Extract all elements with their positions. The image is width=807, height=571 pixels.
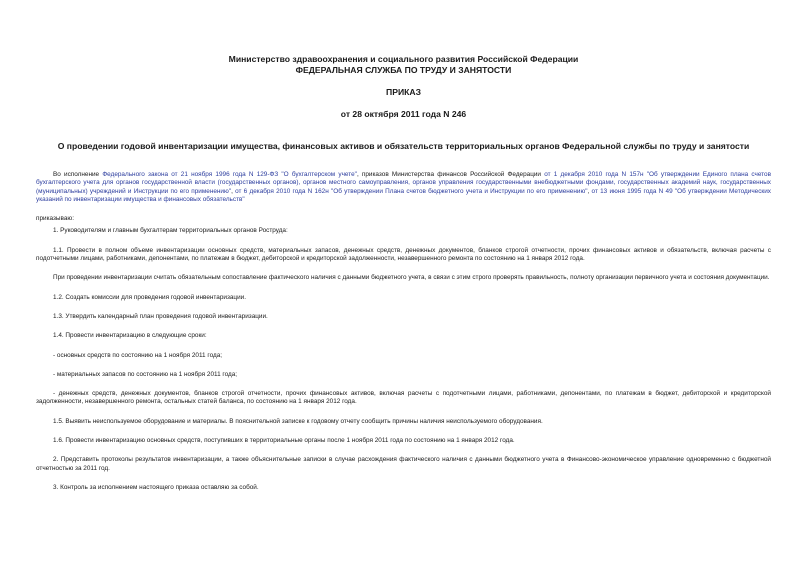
paragraph-1-4: 1.4. Провести инвентаризацию в следующие сроки: — [53, 332, 207, 340]
paragraph-3: 3. Контроль за исполнением настоящего приказа оставляю за собой. — [53, 483, 259, 491]
intro-text-3: , — [231, 187, 236, 195]
intro-text-4: , — [587, 187, 592, 195]
paragraph-1-1-note: При проведении инвентаризации считать обязательным сопоставление фактического наличия с данными бюджетного учета, в связи с этим строго проверять правильность, полноту организации первичного учета и состояния документации. — [53, 274, 770, 282]
order-date: от 28 октября 2011 года N 246 — [340, 109, 467, 119]
document-page — [36, 54, 771, 492]
paragraph-2: 2. Представить протоколы результатов инвентаризации, а также объяснительные записки в случае расхождения фактического наличия с данными бюджетного учета в Финансово-экономическое управление одновременно с бюджетной отчетностью за 2011 год. — [36, 456, 771, 472]
paragraph-1-5: 1.5. Выявить неиспользуемое оборудование и материалы. В пояснительной записке к годовому отчету сообщить причины наличия неиспользуемого оборудования. — [53, 417, 543, 425]
paragraph-1-3: 1.3. Утвердить календарный план проведения годовой инвентаризации. — [53, 312, 268, 320]
intro-paragraph — [36, 171, 771, 204]
order-157n-link[interactable]: от 1 декабря 2010 года N 157н "Об утверждении Единого плана счетов бухгалтерского учета для органов государственной власти (государственных органов), органов местного самоуправления, органов управления государственными внебюджетными фондами, государственных академий наук, государственных (муниципальных) учреждений и Инструкции по его применению" — [36, 171, 771, 195]
intro-text-2: , приказов Министерства финансов Российской Федерации — [356, 171, 545, 178]
paragraph-1: 1. Руководителям и главным бухгалтерам территориальных органов Роструда: — [53, 227, 288, 235]
paragraph-1-2: 1.2. Создать комиссии для проведения годовой инвентаризации. — [53, 293, 247, 301]
order-49-link[interactable]: от 13 июня 1995 года N 49 "Об утверждении Методических указаний по инвентаризации имущества и финансовых обязательств" — [36, 187, 771, 203]
service-name: ФЕДЕРАЛЬНАЯ СЛУЖБА ПО ТРУДУ И ЗАНЯТОСТИ — [295, 65, 512, 75]
law-129fz-link[interactable]: Федерального закона от 21 ноября 1996 года N 129-ФЗ "О бухгалтерском учете" — [102, 171, 357, 178]
paragraph-1-6: 1.6. Провести инвентаризацию основных средств, поступивших в территориальные органы после 1 ноября 2011 года по состоянию на 1 января 2012 года. — [53, 437, 515, 445]
paragraph-1-1: 1.1. Провести в полном объеме инвентаризации основных средств, материальных запасов, денежных средств, денежных документов, бланков строгой отчетности, прочих финансовых активов и обязательств, включая расчеты с подотчетными лицами, работниками, депонентами, по платежам в бюджет, дебиторской и кредиторской задолженности, незавершенного ремонта по состоянию на 1 января 2012 года. — [36, 246, 771, 263]
order-162n-link[interactable]: от 6 декабря 2010 года N 162н "Об утверждении Плана счетов бюджетного учета и Инструкции по его применению" — [235, 187, 588, 195]
paragraph-1-4-cash: - денежных средств, денежных документов, бланков строгой отчетности, прочих финансовых активов, включая расчеты с подотчетными лицами, работниками, депонентами, по платежам в бюджет, дебиторской и кредиторской задолженности, незавершенного ремонта, остальных статей баланса, по состоянию на 1 января 2012 года. — [36, 390, 771, 406]
paragraph-1-4-materials: - материальных запасов по состоянию на 1 ноября 2011 года; — [53, 370, 238, 378]
paragraph-1-4-fixed-assets: - основных средств по состоянию на 1 ноября 2011 года; — [53, 351, 223, 359]
order-directive: приказываю: — [36, 215, 74, 223]
ministry-name: Министерство здравоохранения и социального развития Российской Федерации — [228, 54, 579, 64]
order-heading: ПРИКАЗ — [386, 87, 421, 97]
intro-text-1: Во исполнение — [53, 171, 103, 178]
document-title: О проведении годовой инвентаризации имущества, финансовых активов и обязательств территориальных органов Федеральной службы по труду и занятости — [57, 141, 750, 151]
